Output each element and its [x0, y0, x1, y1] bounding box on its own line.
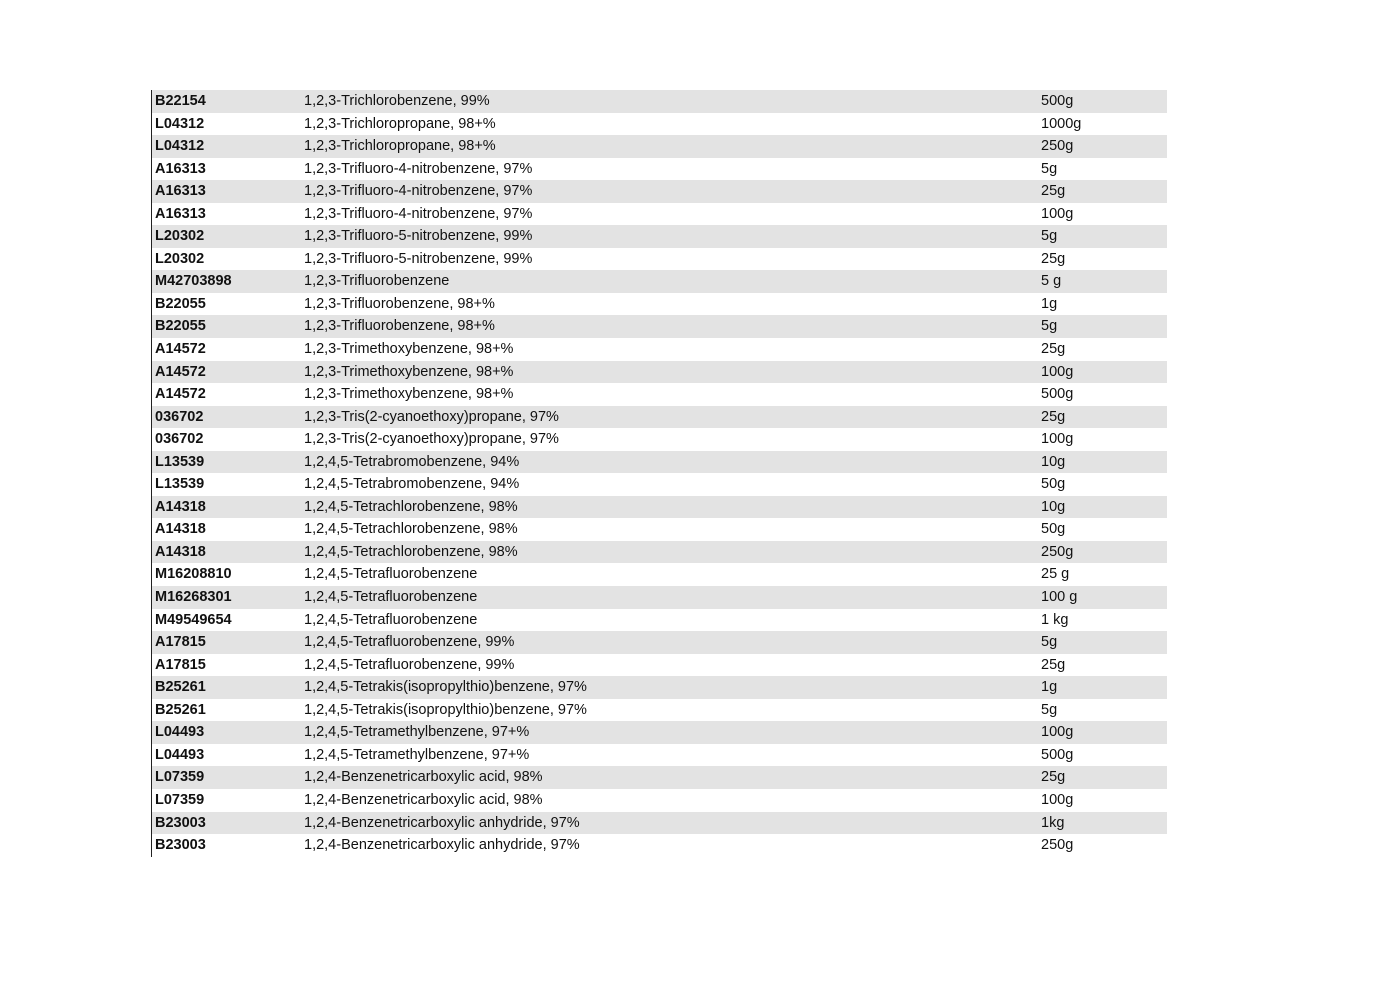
table-row: [152, 609, 1167, 632]
product-code: L13539: [155, 476, 205, 493]
product-code: B23003: [155, 837, 206, 854]
product-name: 1,2,3-Trichloropropane, 98+%: [304, 138, 496, 155]
table-row: [152, 563, 1167, 586]
table-row: [152, 496, 1167, 519]
table-row: [152, 766, 1167, 789]
product-code: A14318: [155, 543, 206, 560]
product-quantity: 25g: [1041, 341, 1066, 358]
product-name: 1,2,4-Benzenetricarboxylic acid, 98%: [304, 791, 543, 808]
product-quantity: 25g: [1041, 183, 1066, 200]
product-code: B22055: [155, 295, 206, 312]
product-name: 1,2,3-Tris(2-cyanoethoxy)propane, 97%: [304, 408, 559, 425]
product-name: 1,2,4,5-Tetrafluorobenzene: [304, 611, 478, 628]
product-name: 1,2,4,5-Tetramethylbenzene, 97+%: [304, 724, 530, 741]
table-row: [152, 789, 1167, 812]
product-code: A17815: [155, 634, 206, 651]
product-quantity: 25g: [1041, 250, 1066, 267]
product-quantity: 25g: [1041, 769, 1066, 786]
product-name: 1,2,4,5-Tetrafluorobenzene: [304, 566, 478, 583]
product-quantity: 1 kg: [1041, 611, 1069, 628]
table-row: [152, 361, 1167, 384]
table-row: [152, 699, 1167, 722]
table-row: [152, 721, 1167, 744]
product-table: [151, 90, 1167, 857]
product-code: L20302: [155, 228, 205, 245]
product-name: 1,2,4-Benzenetricarboxylic anhydride, 97%: [304, 837, 580, 854]
product-name: 1,2,3-Trifluoro-4-nitrobenzene, 97%: [304, 205, 533, 222]
product-code: A16313: [155, 205, 206, 222]
product-name: 1,2,4,5-Tetrafluorobenzene, 99%: [304, 656, 515, 673]
product-code: B22055: [155, 318, 206, 335]
product-name: 1,2,4,5-Tetrachlorobenzene, 98%: [304, 543, 518, 560]
product-code: L07359: [155, 769, 205, 786]
product-name: 1,2,3-Trimethoxybenzene, 98+%: [304, 341, 514, 358]
product-name: 1,2,3-Trifluorobenzene: [304, 273, 450, 290]
product-name: 1,2,4,5-Tetrachlorobenzene, 98%: [304, 521, 518, 538]
table-row: [152, 248, 1167, 271]
product-quantity: 50g: [1041, 476, 1066, 493]
product-quantity: 25 g: [1041, 566, 1070, 583]
table-row: [152, 428, 1167, 451]
product-quantity: 5g: [1041, 228, 1058, 245]
table-row: [152, 338, 1167, 361]
product-quantity: 500g: [1041, 386, 1074, 403]
product-quantity: 5g: [1041, 701, 1058, 718]
product-name: 1,2,4,5-Tetrabromobenzene, 94%: [304, 453, 520, 470]
product-code: L04493: [155, 746, 205, 763]
product-name: 1,2,4,5-Tetramethylbenzene, 97+%: [304, 746, 530, 763]
product-quantity: 100 g: [1041, 589, 1078, 606]
product-name: 1,2,4,5-Tetrakis(isopropylthio)benzene, 97%: [304, 701, 587, 718]
product-code: A14318: [155, 498, 206, 515]
product-code: M42703898: [155, 273, 232, 290]
product-code: L20302: [155, 250, 205, 267]
product-code: M16268301: [155, 589, 232, 606]
product-name: 1,2,3-Trifluoro-4-nitrobenzene, 97%: [304, 183, 533, 200]
product-quantity: 100g: [1041, 724, 1074, 741]
product-quantity: 250g: [1041, 543, 1074, 560]
product-quantity: 500g: [1041, 93, 1074, 109]
product-name: 1,2,3-Trifluoro-4-nitrobenzene, 97%: [304, 160, 533, 177]
table-row: [152, 135, 1167, 158]
product-quantity: 250g: [1041, 138, 1074, 155]
product-code: L04312: [155, 115, 205, 132]
product-code: L04312: [155, 138, 205, 155]
table-row: [152, 180, 1167, 203]
product-quantity: 1g: [1041, 295, 1058, 312]
product-name: 1,2,4,5-Tetrafluorobenzene, 99%: [304, 634, 515, 651]
product-code: B25261: [155, 701, 206, 718]
table-row: [152, 654, 1167, 677]
table-row: [152, 406, 1167, 429]
table-row: [152, 541, 1167, 564]
product-name: 1,2,3-Trichlorobenzene, 99%: [304, 93, 490, 109]
product-code: 036702: [155, 431, 204, 448]
product-quantity: 10g: [1041, 453, 1066, 470]
product-quantity: 500g: [1041, 746, 1074, 763]
product-name: 1,2,3-Trifluorobenzene, 98+%: [304, 318, 495, 335]
product-name: 1,2,4-Benzenetricarboxylic anhydride, 97%: [304, 814, 580, 831]
table-row: [152, 834, 1167, 857]
table-row: [152, 383, 1167, 406]
product-quantity: 250g: [1041, 837, 1074, 854]
product-name: 1,2,3-Trimethoxybenzene, 98+%: [304, 386, 514, 403]
table-row: [152, 315, 1167, 338]
product-quantity: 5g: [1041, 160, 1058, 177]
table-row: [152, 203, 1167, 226]
product-name: 1,2,4,5-Tetrachlorobenzene, 98%: [304, 498, 518, 515]
table-row: [152, 293, 1167, 316]
product-code: A14318: [155, 521, 206, 538]
table-row: [152, 113, 1167, 136]
product-name: 1,2,4,5-Tetrakis(isopropylthio)benzene, 97%: [304, 679, 587, 696]
table-row: [152, 744, 1167, 767]
product-name: 1,2,3-Trifluoro-5-nitrobenzene, 99%: [304, 250, 533, 267]
product-quantity: 10g: [1041, 498, 1066, 515]
product-code: A14572: [155, 341, 206, 358]
table-row: [152, 225, 1167, 248]
product-code: B23003: [155, 814, 206, 831]
product-code: M16208810: [155, 566, 232, 583]
table-row: [152, 270, 1167, 293]
product-quantity: 25g: [1041, 656, 1066, 673]
product-code: B25261: [155, 679, 206, 696]
table-row: [152, 473, 1167, 496]
product-name: 1,2,3-Trimethoxybenzene, 98+%: [304, 363, 514, 380]
product-name: 1,2,3-Trichloropropane, 98+%: [304, 115, 496, 132]
product-quantity: 50g: [1041, 521, 1066, 538]
product-quantity: 100g: [1041, 205, 1074, 222]
product-code: A14572: [155, 363, 206, 380]
product-code: A14572: [155, 386, 206, 403]
product-quantity: 1kg: [1041, 814, 1065, 831]
table-row: [152, 158, 1167, 181]
product-name: 1,2,3-Trifluoro-5-nitrobenzene, 99%: [304, 228, 533, 245]
product-quantity: 25g: [1041, 408, 1066, 425]
product-code: B22154: [155, 93, 206, 109]
table-row: [152, 676, 1167, 699]
table-row: [152, 631, 1167, 654]
product-name: 1,2,4-Benzenetricarboxylic acid, 98%: [304, 769, 543, 786]
product-code: L13539: [155, 453, 205, 470]
product-name: 1,2,4,5-Tetrabromobenzene, 94%: [304, 476, 520, 493]
product-name: 1,2,3-Trifluorobenzene, 98+%: [304, 295, 495, 312]
table-row: [152, 586, 1167, 609]
product-code: A16313: [155, 183, 206, 200]
table-row: [152, 90, 1167, 113]
product-quantity: 1g: [1041, 679, 1058, 696]
product-quantity: 100g: [1041, 363, 1074, 380]
table-row: [152, 518, 1167, 541]
product-code: L07359: [155, 791, 205, 808]
product-code: M49549654: [155, 611, 232, 628]
product-quantity: 5 g: [1041, 273, 1062, 290]
product-quantity: 1000g: [1041, 115, 1082, 132]
product-quantity: 5g: [1041, 318, 1058, 335]
product-code: L04493: [155, 724, 205, 741]
product-name: 1,2,4,5-Tetrafluorobenzene: [304, 589, 478, 606]
product-quantity: 100g: [1041, 431, 1074, 448]
product-name: 1,2,3-Tris(2-cyanoethoxy)propane, 97%: [304, 431, 559, 448]
product-quantity: 100g: [1041, 791, 1074, 808]
table-row: [152, 451, 1167, 474]
product-code: 036702: [155, 408, 204, 425]
table-row: [152, 812, 1167, 835]
product-quantity: 5g: [1041, 634, 1058, 651]
product-code: A17815: [155, 656, 206, 673]
product-code: A16313: [155, 160, 206, 177]
